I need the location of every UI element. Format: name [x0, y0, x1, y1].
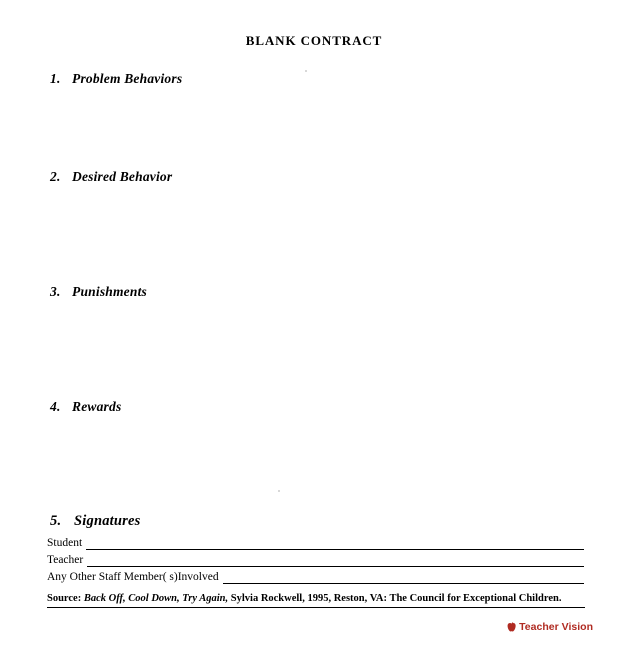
section-label: Signatures	[74, 513, 141, 529]
brand-name-first: Teacher	[519, 621, 559, 633]
source-citation	[47, 592, 585, 608]
section-heading-signatures	[50, 513, 140, 530]
signature-label: Student	[47, 537, 83, 549]
section-number: 4.	[50, 399, 61, 414]
section-label: Problem Behaviors	[72, 71, 183, 86]
section-heading-desired-behavior	[50, 169, 172, 185]
section-number: 3.	[50, 284, 61, 299]
section-heading-problem-behaviors	[50, 71, 182, 87]
signature-write-line[interactable]	[223, 572, 584, 584]
signature-row-student	[47, 533, 584, 550]
signature-row-teacher	[47, 550, 584, 567]
source-divider	[47, 607, 585, 608]
apple-icon	[507, 622, 516, 632]
signature-write-line[interactable]	[87, 555, 584, 567]
signature-label: Teacher	[47, 554, 84, 566]
source-details: Sylvia Rockwell, 1995, Reston, VA: The Council for Exceptional Children.	[230, 593, 562, 604]
signature-label: Any Other Staff Member( s)Involved	[47, 571, 219, 583]
section-number: 1.	[50, 71, 61, 86]
signature-row-other-staff	[47, 567, 584, 584]
paper-speck	[305, 70, 307, 72]
section-number: 5.	[50, 513, 62, 529]
section-number: 2.	[50, 169, 61, 184]
source-title: Back Off, Cool Down, Try Again,	[83, 593, 229, 604]
section-heading-rewards	[50, 399, 121, 415]
source-label: Source:	[47, 593, 82, 604]
signature-write-line[interactable]	[86, 538, 584, 550]
section-heading-punishments	[50, 284, 147, 300]
section-label: Punishments	[72, 284, 147, 299]
brand-name-second: Vision	[561, 621, 593, 633]
teachervision-logo[interactable]	[507, 621, 593, 633]
paper-speck	[278, 490, 280, 492]
source-text	[47, 592, 585, 607]
page-title: BLANK CONTRACT	[245, 33, 383, 48]
section-label: Desired Behavior	[72, 169, 173, 184]
section-label: Rewards	[72, 399, 122, 414]
signature-lines	[47, 533, 584, 584]
